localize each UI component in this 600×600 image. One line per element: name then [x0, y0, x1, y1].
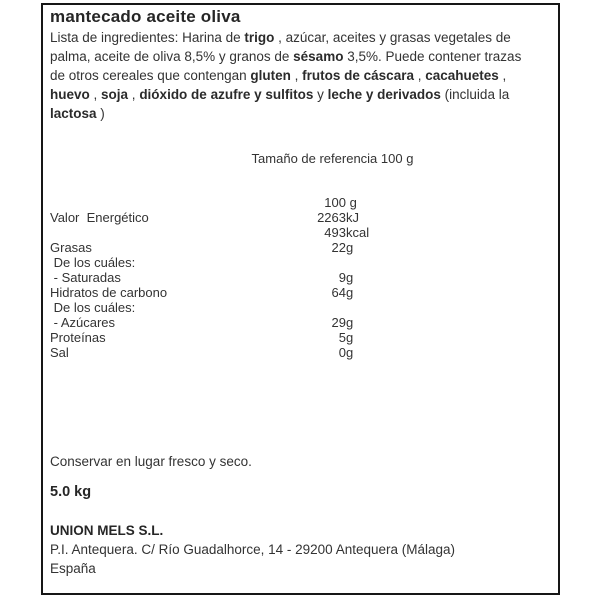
ingredient-text: , [128, 87, 140, 102]
nutrient-value [262, 255, 346, 270]
nutrient-value: 2263 [317, 210, 346, 225]
manufacturer-block [50, 521, 548, 578]
nutrient-label: Proteínas [50, 330, 106, 345]
nutrient-label: Grasas [50, 240, 92, 255]
label-box [41, 3, 560, 595]
nutrient-unit: kcal [346, 225, 370, 240]
ingredient-text: 3,5%. Puede contener trazas de otros cereales que contengan [50, 49, 522, 83]
ingredient-allergen: huevo [50, 87, 90, 102]
nutrient-label: De los cuáles: [50, 255, 136, 270]
nutrition-column-header: Tamaño de referencia 100 g [251, 151, 414, 166]
manufacturer-country: España [50, 561, 96, 576]
nutrient-unit: g [346, 285, 354, 300]
nutrient-label [50, 195, 262, 210]
ingredient-allergen: gluten [250, 68, 291, 83]
ingredient-allergen: dióxido de azufre y sulfitos [139, 87, 314, 102]
nutrition-row [50, 300, 548, 315]
ingredient-text: , [413, 68, 426, 83]
ingredient-text: y [313, 87, 328, 102]
nutrient-value: 29 [331, 315, 346, 330]
nutrition-row [50, 255, 548, 270]
nutrient-label: Valor Energético [50, 210, 149, 225]
nutrition-table [50, 195, 548, 360]
nutrient-value: 100 [324, 195, 346, 210]
nutrient-unit: g [346, 195, 357, 210]
nutrition-row [50, 330, 548, 345]
ingredient-text: ) [96, 106, 105, 121]
nutrient-unit: g [346, 270, 354, 285]
product-title: mantecado aceite oliva [50, 7, 241, 26]
ingredient-text: Lista de ingredientes: Harina de [50, 30, 245, 45]
ingredient-text: , [290, 68, 303, 83]
nutrient-label: - Saturadas [50, 270, 121, 285]
nutrition-row [50, 225, 548, 240]
nutrient-unit: g [346, 345, 354, 360]
nutrition-row [50, 270, 548, 285]
nutrient-value: 9 [338, 270, 346, 285]
nutrient-label: Sal [50, 345, 69, 360]
ingredient-allergen: frutos de cáscara [302, 68, 414, 83]
nutrient-value: 64 [331, 285, 346, 300]
ingredient-text: , [89, 87, 102, 102]
ingredient-allergen: cacahuetes [425, 68, 499, 83]
ingredient-allergen: trigo [244, 30, 275, 45]
nutrient-label: Hidratos de carbono [50, 285, 168, 300]
nutrient-value: 22 [331, 240, 346, 255]
nutrient-value: 5 [338, 330, 346, 345]
storage-instructions: Conservar en lugar fresco y seco. [50, 454, 252, 469]
nutrient-value [262, 300, 346, 315]
ingredient-allergen: soja [101, 87, 129, 102]
nutrition-row [50, 345, 548, 360]
nutrient-label: De los cuáles: [50, 300, 136, 315]
nutrient-unit: kJ [346, 210, 359, 225]
manufacturer-name: UNION MELS S.L. [50, 523, 164, 538]
nutrition-row [50, 315, 548, 330]
nutrient-unit: g [346, 240, 354, 255]
ingredient-text: , [498, 68, 507, 83]
ingredients-text [50, 28, 522, 123]
nutrition-row [50, 210, 548, 225]
nutrient-value: 0 [338, 345, 346, 360]
nutrient-label [50, 225, 262, 240]
ingredient-allergen: leche y derivados [327, 87, 441, 102]
nutrient-label: - Azúcares [50, 315, 116, 330]
manufacturer-address: P.I. Antequera. C/ Río Guadalhorce, 14 - 29200 Antequera (Málaga) [50, 542, 456, 557]
net-weight: 5.0 kg [50, 484, 92, 500]
ingredient-text: (incluida la [440, 87, 510, 102]
nutrition-row [50, 240, 548, 255]
ingredient-allergen: lactosa [50, 106, 97, 121]
nutrition-row [50, 285, 548, 300]
ingredient-allergen: sésamo [293, 49, 344, 64]
nutrient-unit: g [346, 315, 354, 330]
ingredient-text: , azúcar, aceites y grasas vegetales de palma, aceite de oliva 8,5% y granos de [50, 30, 511, 64]
nutrition-row [50, 195, 548, 210]
nutrient-value: 493 [324, 225, 346, 240]
nutrient-unit: g [346, 330, 354, 345]
